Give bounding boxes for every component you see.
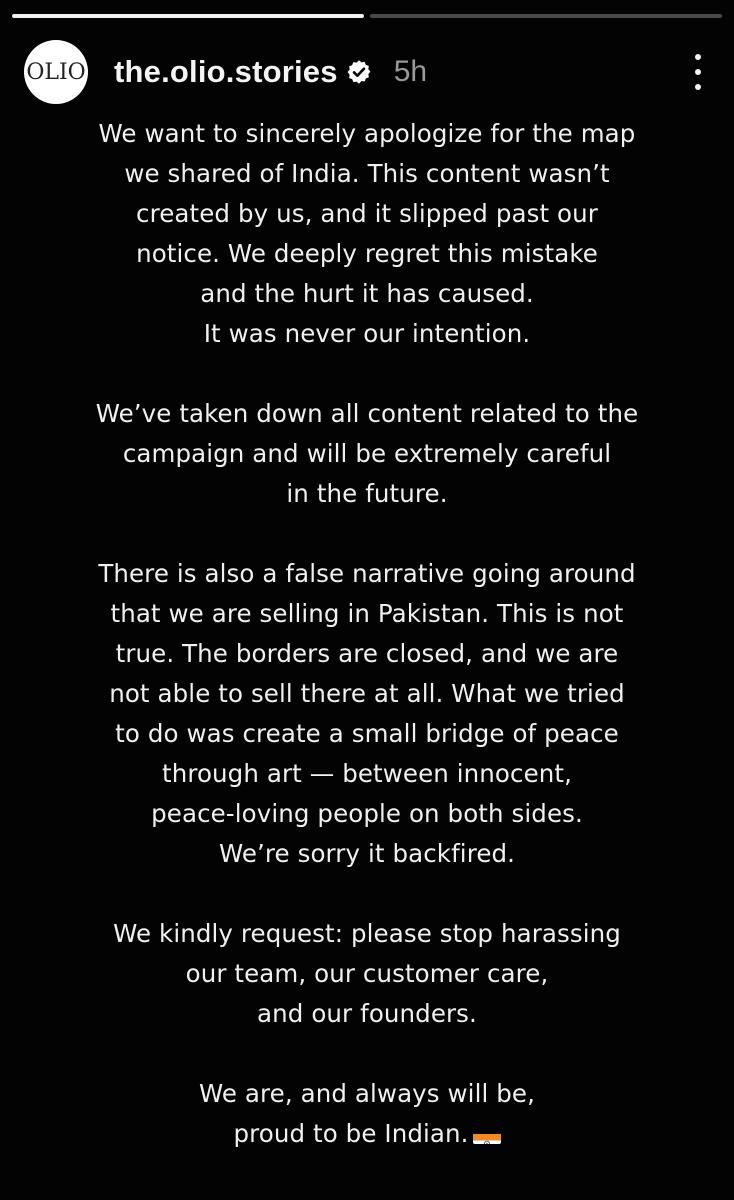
text-line-with-flag [40,1114,694,1154]
text-line: We’ve taken down all content related to the [95,399,639,428]
text-line: our team, our customer care, [185,959,549,988]
avatar[interactable] [24,40,88,104]
more-vertical-icon-dot [695,69,701,75]
story-text [40,114,694,1194]
text-line: to do was create a small bridge of peace [115,719,619,748]
more-options-button[interactable] [686,50,710,94]
text-line: notice. We deeply regret this mistake [136,239,598,268]
text-line: through art — between innocent, [162,759,572,788]
text-line: peace-loving people on both sides. [151,799,583,828]
progress-segment [12,14,364,18]
paragraph-apology [40,114,694,354]
paragraph-content-removed [40,394,694,514]
text-line: and the hurt it has caused. [200,279,534,308]
story-progress [12,14,722,18]
text-line: true. The borders are closed, and we are [115,639,619,668]
text-line: not able to sell there at all. What we tried [109,679,625,708]
progress-segment [370,14,722,18]
text-line: We want to sincerely apologize for the map [98,119,636,148]
post-timestamp: 5h [393,55,428,88]
text-line: and our founders. [257,999,477,1028]
story-header [24,38,710,106]
paragraph-closing [40,1074,694,1154]
verified-badge-icon [346,59,372,85]
text-line: There is also a false narrative going around [98,559,636,588]
text-line: proud to be Indian. [233,1119,469,1148]
text-line: It was never our intention. [203,319,531,348]
more-vertical-icon [695,54,701,60]
text-line: campaign and will be extremely careful [122,439,612,468]
text-line: created by us, and it slipped past our [136,199,598,228]
text-line: We’re sorry it backfired. [218,839,516,868]
text-line: We kindly request: please stop harassing [113,919,621,948]
progress-fill [12,14,364,18]
more-vertical-icon-dot [695,84,701,90]
text-line: that we are selling in Pakistan. This is not [110,599,624,628]
paragraph-pakistan [40,554,694,874]
username[interactable]: the.olio.stories [114,54,338,89]
text-line: we shared of India. This content wasn’t [124,159,610,188]
avatar-logo: OLIO [26,59,86,85]
text-line: in the future. [286,479,448,508]
paragraph-request [40,914,694,1034]
india-flag-icon [473,1125,501,1144]
text-line: We are, and always will be, [198,1079,535,1108]
